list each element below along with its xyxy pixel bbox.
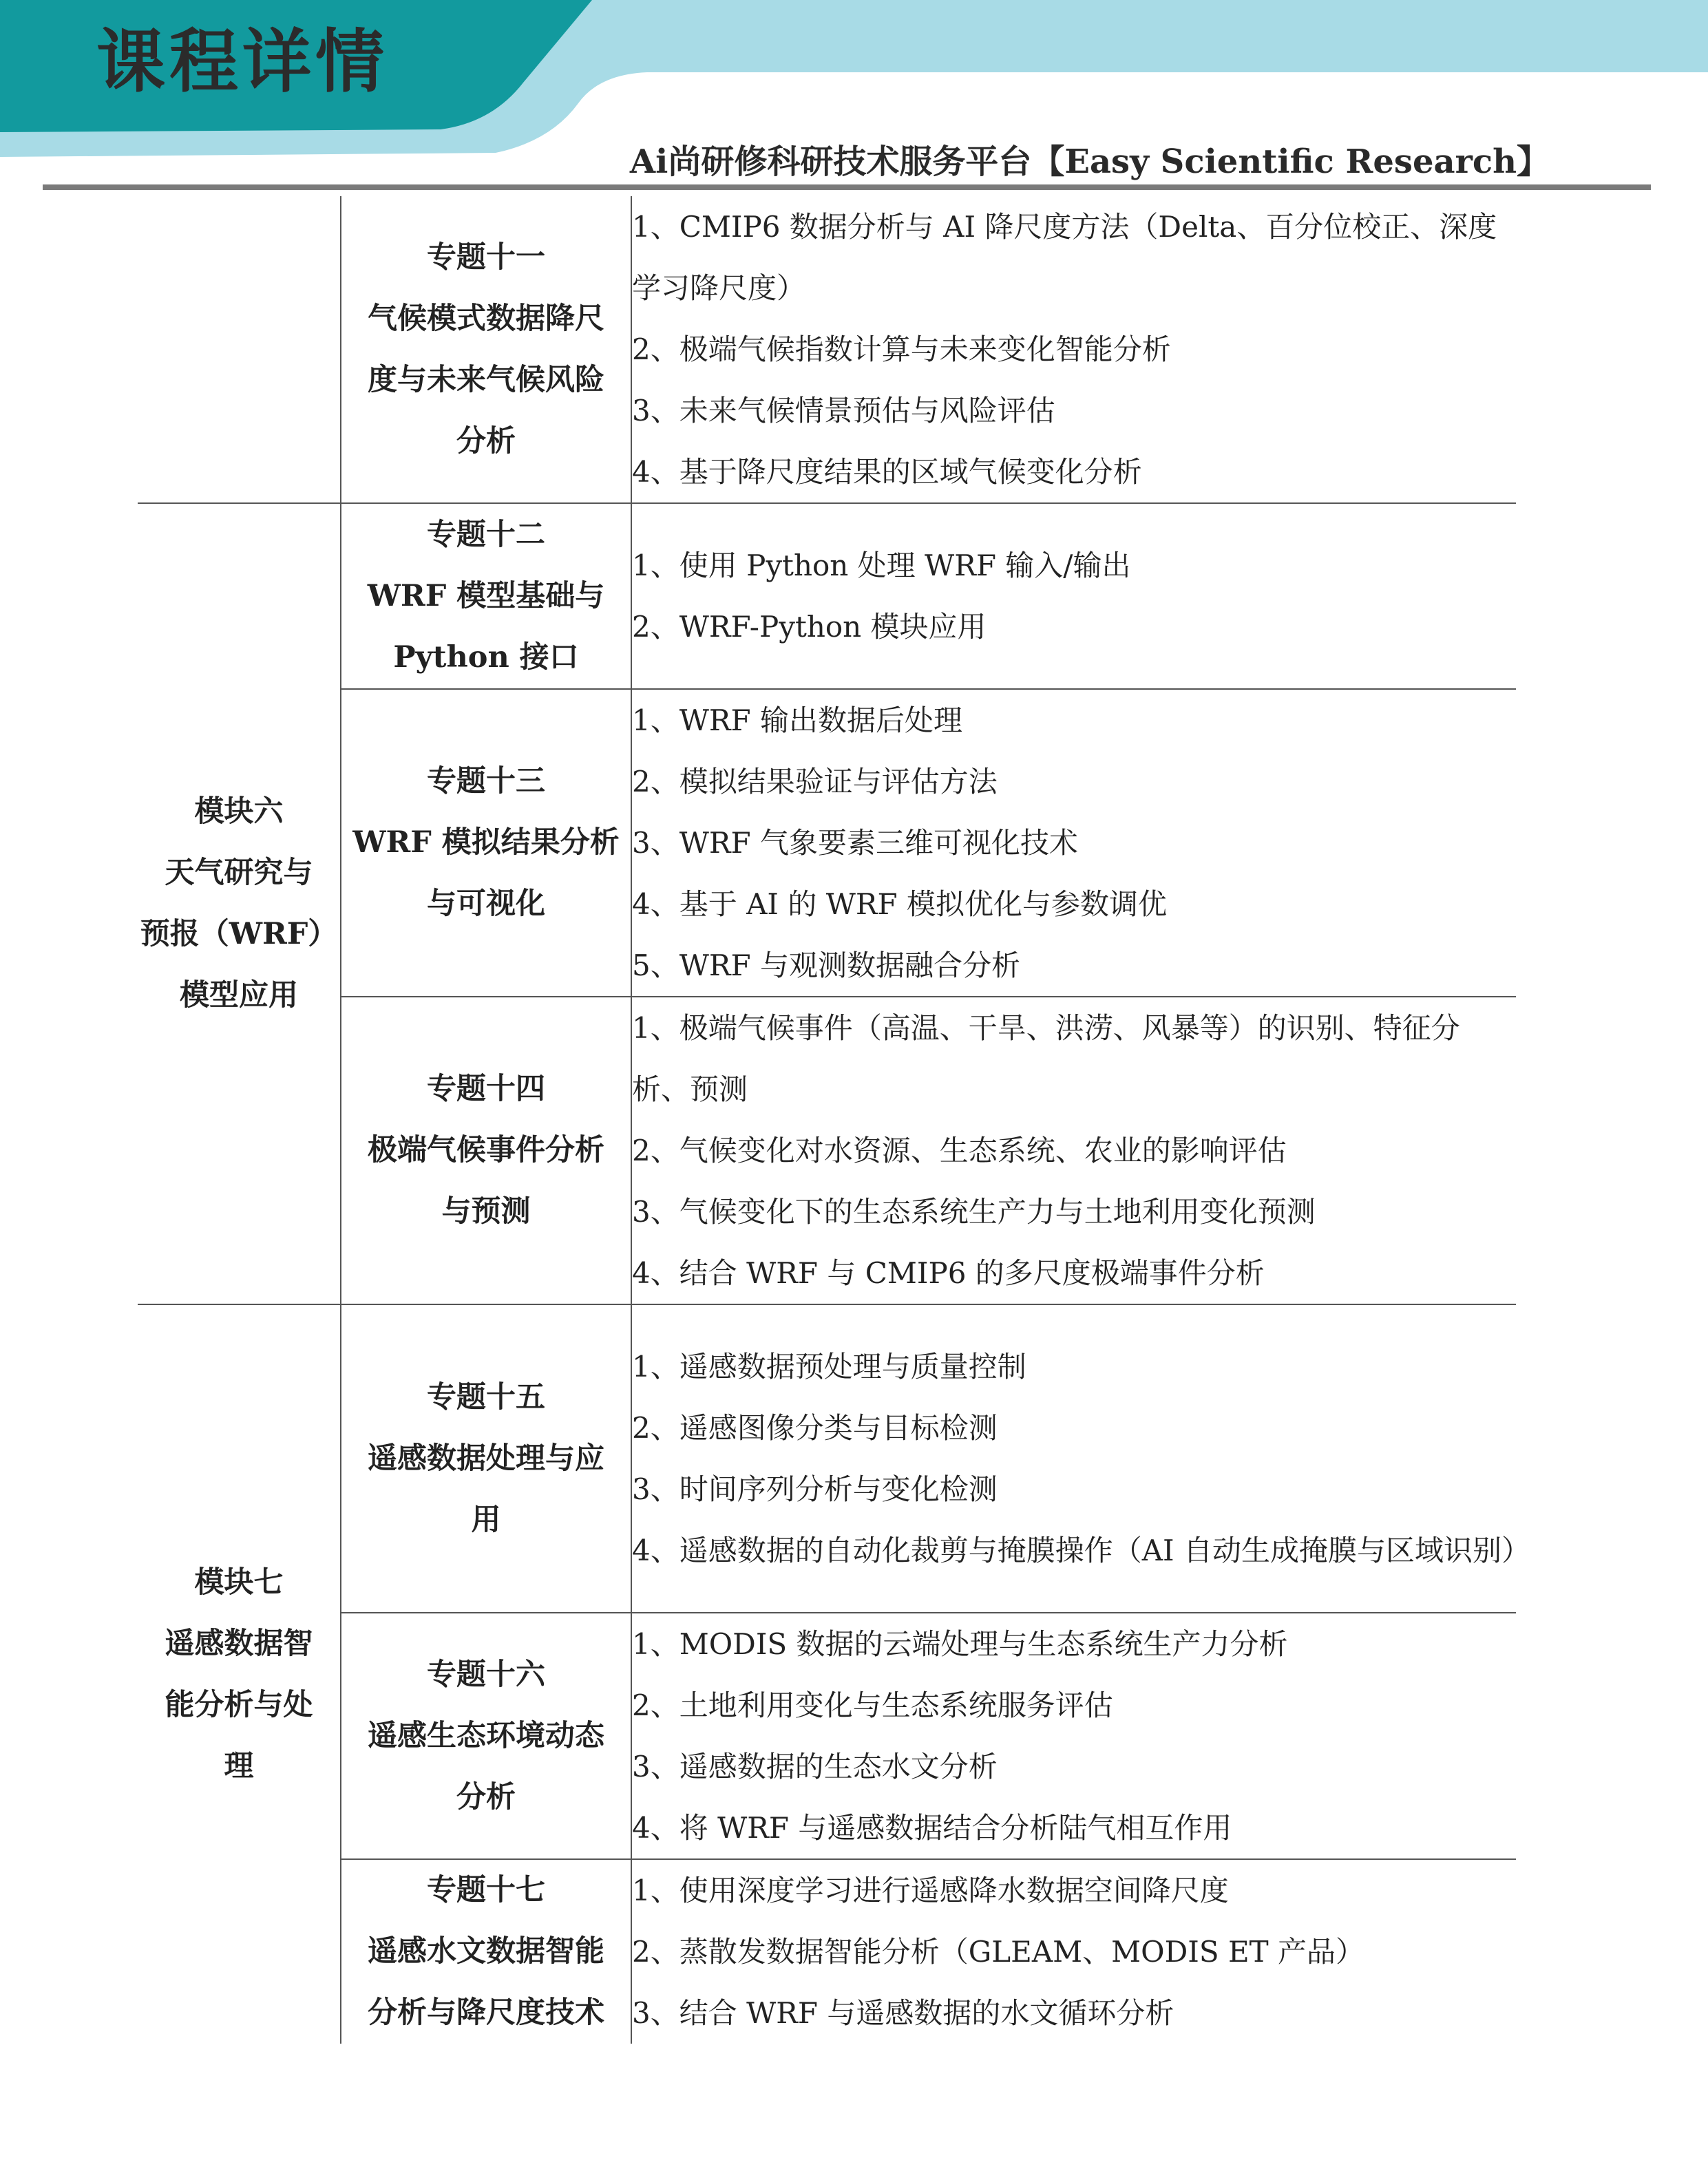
topic-title-line: 气候模式数据降尺 [368, 301, 604, 336]
list-item: 2、极端气候指数计算与未来变化智能分析 [632, 332, 1171, 366]
table-row [138, 1859, 1516, 2044]
table-row [138, 196, 1516, 503]
topic-title-line: 与可视化 [427, 887, 545, 921]
table-row [138, 1304, 1516, 1613]
platform-name: Ai尚研修科研技术服务平台【Easy Scientific Research】 [629, 142, 1550, 181]
module-number: 模块六 [194, 794, 284, 829]
table-row [138, 1613, 1516, 1859]
list-item: 1、CMIP6 数据分析与 AI 降尺度方法（Delta、百分位校正、深度学习降尺度） [632, 210, 1497, 305]
list-item: 3、气候变化下的生态系统生产力与土地利用变化预测 [632, 1195, 1316, 1229]
topic-items-cell [631, 689, 1516, 997]
topic-cell [341, 196, 631, 503]
topic-title-line: 与预测 [441, 1194, 531, 1229]
list-item: 1、使用 Python 处理 WRF 输入/输出 [632, 549, 1131, 582]
topic-items-cell [631, 1859, 1516, 2044]
topic-cell [341, 997, 631, 1304]
list-item: 4、结合 WRF 与 CMIP6 的多尺度极端事件分析 [632, 1256, 1265, 1290]
header-divider [43, 184, 1651, 190]
topic-title-line: 分析 [456, 1779, 516, 1814]
table-row [138, 503, 1516, 689]
topic-title-line: 度与未来气候风险 [368, 362, 604, 397]
module-cell [138, 1304, 341, 2044]
topic-title-line: 分析 [456, 423, 516, 458]
topic-cell [341, 1304, 631, 1613]
module-title-line: 能分析与处 [165, 1687, 313, 1722]
topic-title-line: 遥感数据处理与应 [368, 1441, 604, 1476]
topic-number: 专题十七 [427, 1873, 545, 1907]
topic-number: 专题十四 [427, 1072, 545, 1106]
list-item: 3、遥感数据的生态水文分析 [632, 1750, 998, 1783]
topic-items-cell [631, 1304, 1530, 1613]
course-table [138, 196, 1530, 2044]
topic-cell [341, 689, 631, 997]
topic-number: 专题十二 [427, 517, 545, 552]
topic-cell [341, 1859, 631, 2044]
list-item: 1、MODIS 数据的云端处理与生态系统生产力分析 [632, 1627, 1288, 1661]
topic-title-line: 极端气候事件分析 [368, 1133, 604, 1167]
list-item: 2、WRF-Python 模块应用 [632, 610, 987, 644]
list-item: 4、基于 AI 的 WRF 模拟优化与参数调优 [632, 887, 1167, 921]
list-item: 2、蒸散发数据智能分析（GLEAM、MODIS ET 产品） [632, 1935, 1365, 1969]
topic-cell [341, 1613, 631, 1859]
list-item: 2、气候变化对水资源、生态系统、农业的影响评估 [632, 1134, 1287, 1167]
topic-items-cell [631, 503, 1516, 689]
module-cell-empty [138, 196, 341, 503]
module-number: 模块七 [194, 1565, 284, 1600]
topic-title-line: WRF 模拟结果分析 [352, 825, 620, 860]
list-item: 1、使用深度学习进行遥感降水数据空间降尺度 [632, 1874, 1229, 1907]
list-item: 4、将 WRF 与遥感数据结合分析陆气相互作用 [632, 1811, 1232, 1845]
module-title-line: 预报（WRF） [140, 917, 338, 951]
page-title: 课程详情 [96, 21, 388, 102]
table-row [138, 689, 1516, 997]
topic-cell [341, 503, 631, 689]
topic-title-line: 遥感生态环境动态 [368, 1718, 604, 1753]
list-item: 5、WRF 与观测数据融合分析 [632, 949, 1021, 982]
topic-number: 专题十一 [427, 240, 545, 275]
module-title-line: 理 [224, 1748, 254, 1783]
list-item: 1、极端气候事件（高温、干旱、洪涝、风暴等）的识别、特征分析、预测 [632, 1011, 1460, 1106]
topic-items-cell [631, 196, 1516, 503]
topic-items-cell [631, 997, 1516, 1304]
list-item: 3、时间序列分析与变化检测 [632, 1472, 998, 1506]
list-item: 2、遥感图像分类与目标检测 [632, 1411, 998, 1445]
topic-title-line: Python 接口 [393, 639, 579, 675]
topic-number: 专题十六 [427, 1657, 545, 1692]
topic-title-line: 用 [471, 1502, 501, 1537]
list-item: 4、遥感数据的自动化裁剪与掩膜操作（AI 自动生成掩膜与区域识别） [632, 1534, 1530, 1567]
list-item: 2、模拟结果验证与评估方法 [632, 765, 998, 798]
topic-items-cell [631, 1613, 1516, 1859]
topic-title-line: 分析与降尺度技术 [368, 1995, 604, 2030]
topic-title-line: 遥感水文数据智能 [368, 1934, 604, 1969]
topic-title-line: WRF 模型基础与 [367, 578, 605, 613]
list-item: 3、未来气候情景预估与风险评估 [632, 394, 1055, 427]
list-item: 1、遥感数据预处理与质量控制 [632, 1350, 1026, 1384]
module-cell [138, 503, 341, 1304]
list-item: 1、WRF 输出数据后处理 [632, 703, 963, 737]
table-row [138, 997, 1516, 1304]
topic-number: 专题十五 [427, 1379, 545, 1415]
module-title-line: 模型应用 [180, 978, 298, 1013]
list-item: 2、土地利用变化与生态系统服务评估 [632, 1688, 1113, 1722]
topic-number: 专题十三 [427, 764, 545, 798]
list-item: 3、结合 WRF 与遥感数据的水文循环分析 [632, 1996, 1174, 2030]
list-item: 3、WRF 气象要素三维可视化技术 [632, 826, 1079, 860]
module-title-line: 遥感数据智 [165, 1626, 313, 1661]
module-title-line: 天气研究与 [165, 856, 313, 890]
list-item: 4、基于降尺度结果的区域气候变化分析 [632, 455, 1142, 489]
